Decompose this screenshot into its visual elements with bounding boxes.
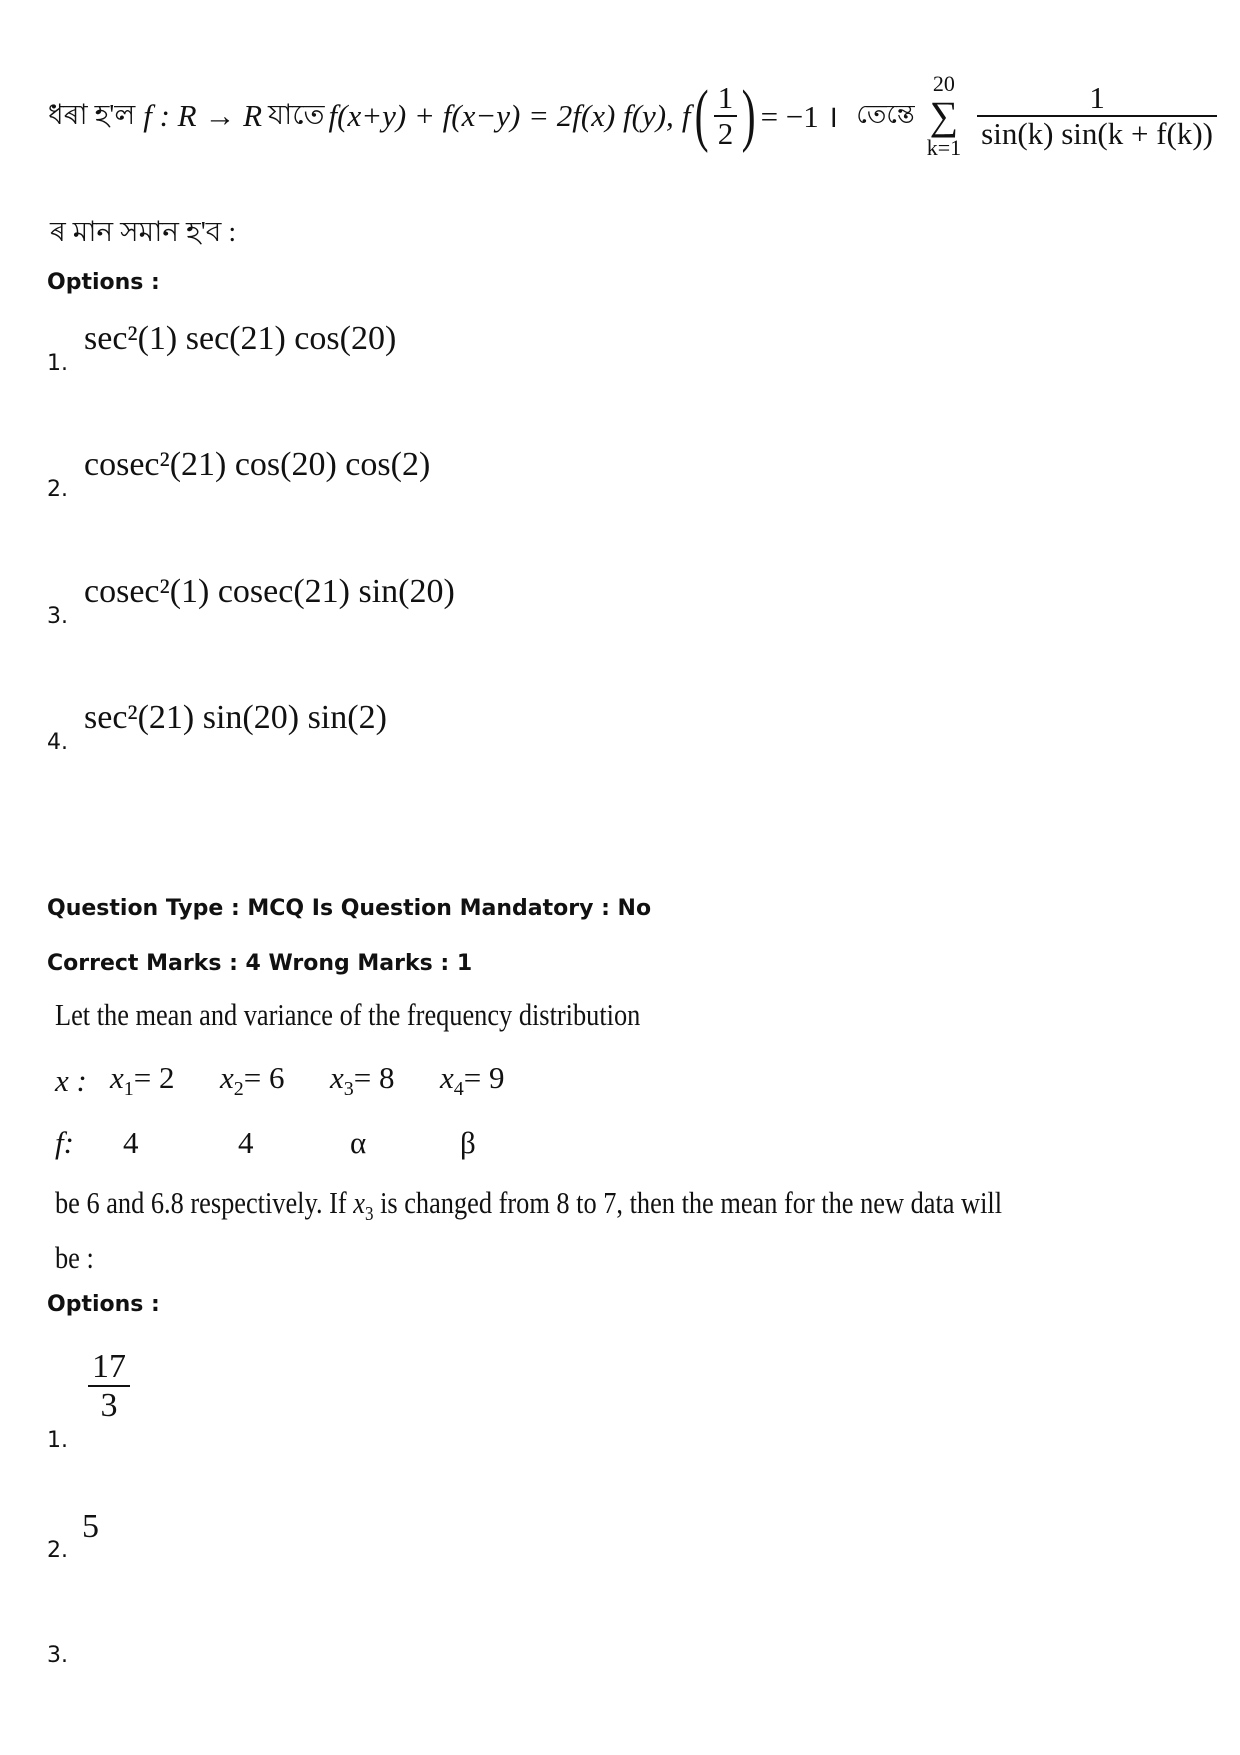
x-value-2	[220, 1060, 285, 1101]
function-value: = −1 ।	[760, 99, 839, 135]
sigma-symbol: ∑	[929, 93, 959, 139]
q1-option-4-text[interactable]: sec²(21) sin(20) sin(2)	[84, 699, 387, 736]
marks-line: Correct Marks : 4 Wrong Marks : 1	[47, 951, 473, 976]
f-value-1: 4	[123, 1125, 139, 1160]
sum-upper-limit: 20	[932, 71, 955, 96]
q1-option-2-number: 2.	[47, 477, 68, 502]
half-fraction	[714, 81, 738, 151]
left-paren: (	[695, 77, 710, 155]
x-value-3	[330, 1060, 395, 1101]
question1-tail: ৰ মান সমান হ'ব :	[50, 217, 237, 248]
x-row-label: x :	[55, 1063, 87, 1098]
x-value-3-val: = 8	[353, 1060, 395, 1095]
half-denominator: 2	[717, 116, 734, 152]
x-value-2-val: = 6	[243, 1060, 285, 1095]
half-numerator: 1	[717, 80, 734, 116]
x-value-2-var: x	[220, 1060, 234, 1095]
x-value-3-sub: 3	[343, 1078, 354, 1101]
summand-fraction	[977, 81, 1217, 151]
question1-statement	[48, 72, 1217, 160]
sum-lower-limit: k=1	[926, 135, 962, 161]
question1-options-label: Options :	[47, 270, 160, 295]
x-value-4	[440, 1060, 505, 1101]
q1-option-2-text[interactable]: cosec²(21) cos(20) cos(2)	[84, 446, 431, 483]
then-word: তেন্তে	[856, 100, 915, 130]
q2-option-2-number: 2.	[47, 1538, 68, 1563]
x-value-4-var: x	[440, 1060, 454, 1095]
question2-body-sub: 3	[364, 1203, 374, 1226]
summand-denominator: sin(k) sin(k + f(k))	[981, 116, 1213, 152]
question2-body	[55, 1185, 1002, 1226]
summand-numerator: 1	[1089, 80, 1105, 116]
q1-option-1-text[interactable]: sec²(1) sec(21) cos(20)	[84, 320, 397, 357]
question2-body-b: is changed from 8 to 7, then the mean for the new data will	[380, 1185, 1003, 1220]
q2-option-1-numerator: 17	[92, 1348, 126, 1385]
q2-option-1-number: 1.	[47, 1428, 68, 1453]
x-value-1-val: = 2	[133, 1060, 175, 1095]
function-mapping: f : R → R	[143, 98, 263, 134]
question2-body-end: be :	[55, 1240, 94, 1275]
question2-options-label: Options :	[47, 1292, 160, 1317]
f-value-4: β	[460, 1125, 476, 1160]
question2-body-a: be 6 and 6.8 respectively. If	[55, 1185, 347, 1220]
x-value-4-sub: 4	[453, 1078, 464, 1101]
f-row-label: f:	[55, 1125, 74, 1160]
q2-option-3-number: 3.	[47, 1643, 68, 1668]
question-type-line: Question Type : MCQ Is Question Mandatory : No	[47, 896, 652, 921]
f-symbol: f	[681, 98, 691, 134]
q1-option-4-number: 4.	[47, 730, 68, 755]
functional-equation: f(x+y) + f(x−y) = 2f(x) f(y),	[328, 98, 674, 134]
f-value-3: α	[350, 1125, 367, 1160]
question2-intro: Let the mean and variance of the frequency distribution	[55, 997, 641, 1032]
x-value-4-val: = 9	[463, 1060, 505, 1095]
x-value-3-var: x	[330, 1060, 344, 1095]
question2-body-var: x	[353, 1185, 365, 1220]
q2-option-1-fraction[interactable]	[88, 1348, 130, 1425]
right-paren: )	[741, 77, 756, 155]
question1-connector: যাতে	[268, 99, 325, 131]
q1-option-1-number: 1.	[47, 351, 68, 376]
f-value-2: 4	[238, 1125, 254, 1160]
q1-option-3-text[interactable]: cosec²(1) cosec(21) sin(20)	[84, 573, 455, 610]
x-value-1-var: x	[110, 1060, 124, 1095]
question1-lead: ধৰা হ'ল	[48, 99, 136, 131]
q2-option-2-text[interactable]: 5	[82, 1508, 99, 1545]
q2-option-1-denominator: 3	[100, 1387, 118, 1425]
x-value-1-sub: 1	[123, 1078, 134, 1101]
summation	[927, 72, 961, 160]
x-value-1	[110, 1060, 175, 1101]
x-value-2-sub: 2	[233, 1078, 244, 1101]
q1-option-3-number: 3.	[47, 604, 68, 629]
